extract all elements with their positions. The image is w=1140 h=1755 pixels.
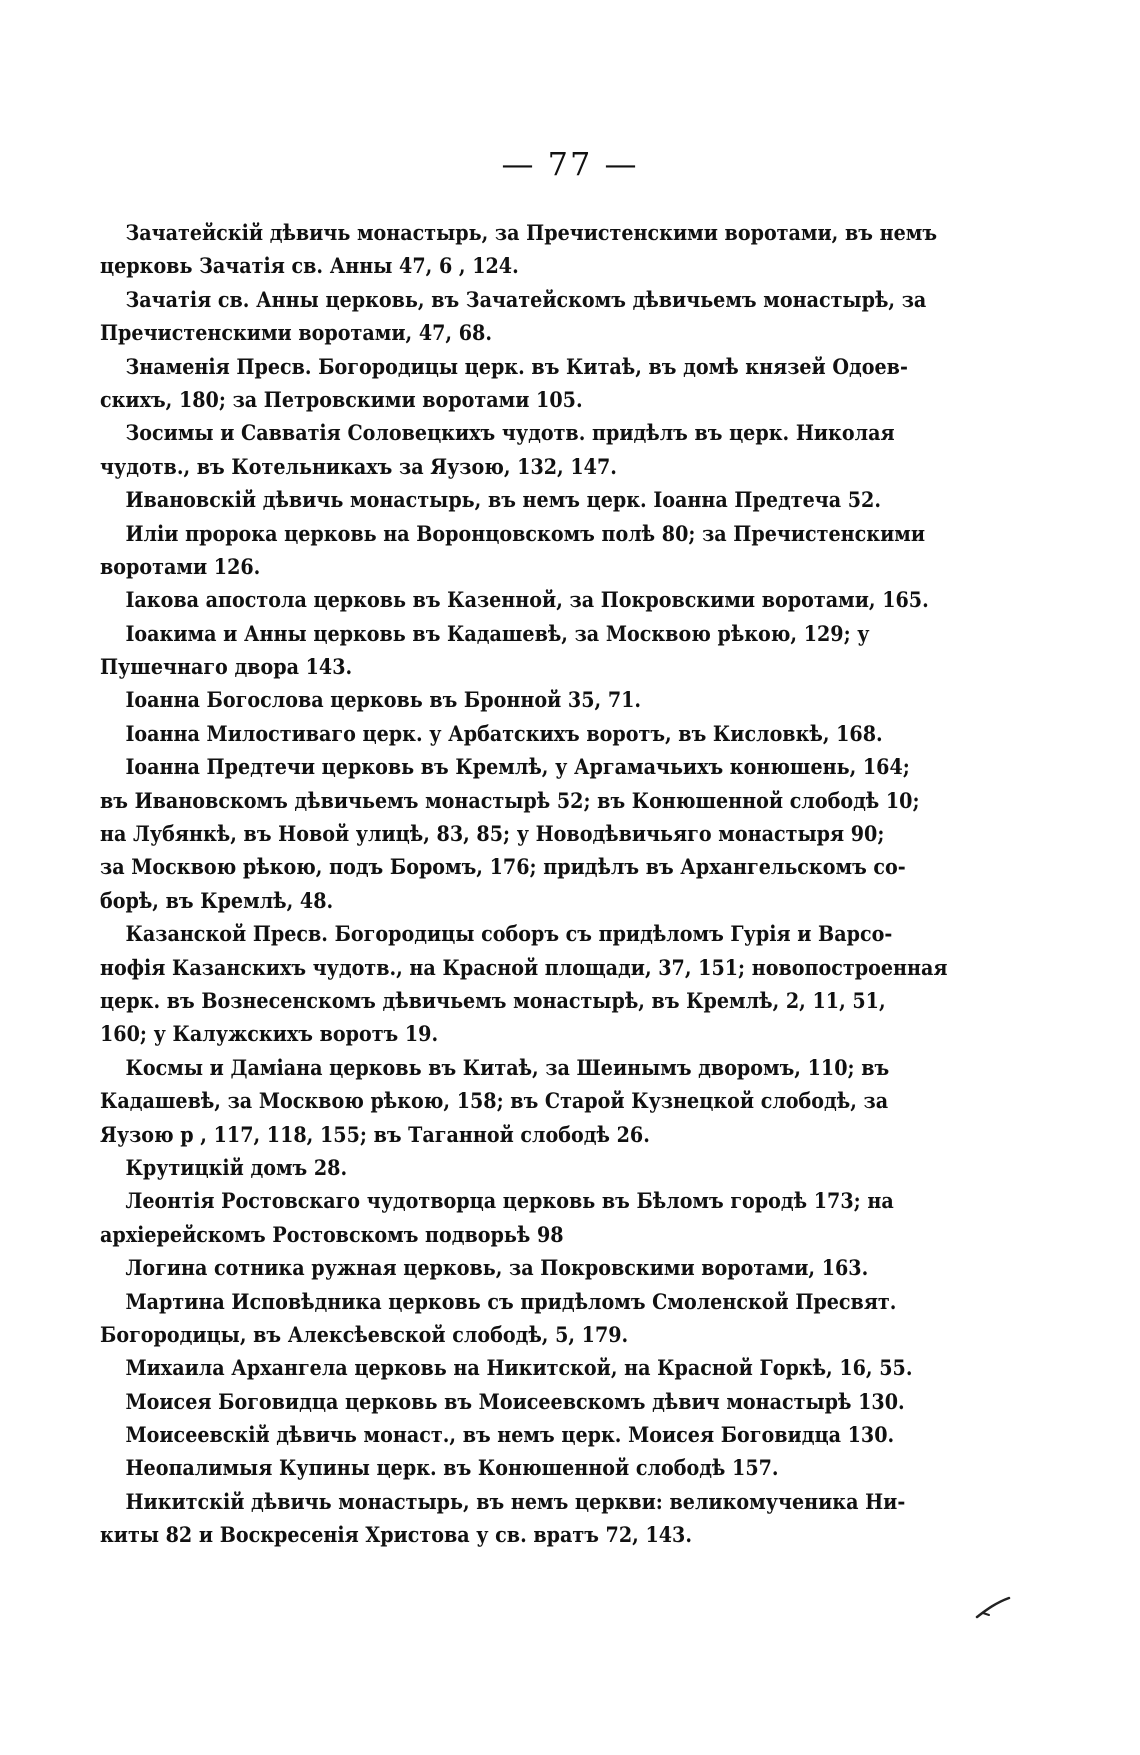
entry-line: киты 82 и Воскресенія Христова у св. вратъ 72, 143.	[100, 1522, 692, 1548]
index-entry	[100, 1285, 897, 1352]
entry-line: Зосимы и Савватія Соловецкихъ чудотв. придѣлъ въ церк. Николая	[125, 420, 895, 446]
entry-line: нофія Казанскихъ чудотв., на Красной площади, 37, 151; новопостроенная	[100, 954, 948, 980]
index-entry	[100, 917, 948, 1051]
entry-line: Крутицкій домъ 28.	[125, 1154, 348, 1180]
entry-line: 160; у Калужскихъ воротъ 19.	[100, 1021, 439, 1047]
index-entry	[100, 583, 929, 616]
entry-line: Кадашевѣ, за Москвою рѣкою, 158; въ Старой Кузнецкой слободѣ, за	[100, 1088, 889, 1114]
entry-line: Никитскій дѣвичь монастырь, въ немъ церкви: великомученика Ни-	[125, 1488, 906, 1514]
entry-line: Моисея Боговидца церковь въ Моисеевскомъ дѣвич монастырѣ 130.	[125, 1388, 905, 1414]
entry-line: Космы и Даміана церковь въ Китаѣ, за Шеинымъ дворомъ, 110; въ	[125, 1054, 890, 1080]
entry-line: Ивановскій дѣвичь монастырь, въ немъ церк. Іоанна Предтеча 52.	[125, 487, 882, 513]
entry-line: церк. въ Вознесенскомъ дѣвичьемъ монастырѣ, въ Кремлѣ, 2, 11, 51,	[100, 987, 886, 1013]
entry-line: Пушечнаго двора 143.	[100, 654, 353, 680]
index-entry	[100, 617, 870, 684]
entry-line: Яузою р , 117, 118, 155; въ Таганной слободѣ 26.	[100, 1121, 650, 1147]
page-number: — 77 —	[501, 145, 639, 183]
entry-line: на Лубянкѣ, въ Новой улицѣ, 83, 85; у Новодѣвичьяго монастыря 90;	[100, 821, 885, 847]
entry-line: Богородицы, въ Алексѣевской слободѣ, 5, 179.	[100, 1321, 629, 1347]
entry-line: Моисеевскій дѣвичь монаст., въ немъ церк. Моисея Боговидца 130.	[125, 1422, 895, 1448]
index-entry	[100, 1451, 792, 1484]
index-entry	[100, 1251, 869, 1284]
entry-line: Іоанна Предтечи церковь въ Кремлѣ, у Аргамачьихъ конюшень, 164;	[125, 754, 910, 780]
index-entry	[100, 483, 882, 516]
index-entry	[100, 683, 792, 716]
entry-line: въ Ивановскомъ дѣвичьемъ монастырѣ 52; въ Конюшенной слободѣ 10;	[100, 787, 920, 813]
entry-line: Іоанна Богослова церковь въ Бронной 35, 71.	[125, 687, 642, 713]
entry-line: за Москвою рѣкою, подъ Боромъ, 176; придѣлъ въ Архангельскомъ со-	[100, 854, 906, 880]
index-entry	[100, 1184, 894, 1251]
index-entry	[100, 1485, 906, 1552]
entry-line: Логина сотника ружная церковь, за Покровскими воротами, 163.	[125, 1255, 869, 1281]
index-entry	[100, 1051, 890, 1151]
entry-line: Мартина Исповѣдника церковь съ придѣломъ Смоленской Пресвят.	[125, 1288, 897, 1314]
entry-line: Іакова апостола церковь въ Казенной, за Покровскими воротами, 165.	[125, 587, 929, 613]
entry-line: Знаменія Пресв. Богородицы церк. въ Китаѣ, въ домѣ князей Одоев-	[125, 353, 908, 379]
index-text	[100, 216, 948, 1552]
entry-line: Казанской Пресв. Богородицы соборъ съ придѣломъ Гурія и Варсо-	[125, 921, 893, 947]
entry-line: Михаила Архангела церковь на Никитской, на Красной Горкѣ, 16, 55.	[125, 1355, 913, 1381]
entry-line: скихъ, 180; за Петровскими воротами 105.	[100, 386, 583, 412]
index-entry	[100, 1351, 913, 1384]
entry-line: чудотв., въ Котельникахъ за Яузою, 132, 147.	[100, 453, 617, 479]
entry-line: Леонтія Ростовскаго чудотворца церковь въ Бѣломъ городѣ 173; на	[125, 1188, 894, 1214]
index-entry	[100, 1151, 792, 1184]
pen-mark-icon	[975, 1595, 1011, 1621]
index-entry	[100, 1385, 905, 1418]
index-entry	[100, 1418, 895, 1451]
index-entry	[100, 216, 937, 283]
index-entry	[100, 517, 926, 584]
index-entry	[100, 717, 883, 750]
index-entry	[100, 350, 908, 417]
entry-line: борѣ, въ Кремлѣ, 48.	[100, 887, 334, 913]
index-entry	[100, 416, 895, 483]
entry-line: Іоанна Милостиваго церк. у Арбатскихъ воротъ, въ Кисловкѣ, 168.	[125, 720, 883, 746]
index-entry	[100, 283, 927, 350]
entry-line: Неопалимыя Купины церк. въ Конюшенной слободѣ 157.	[125, 1455, 779, 1481]
entry-line: Пречистенскими воротами, 47, 68.	[100, 320, 492, 346]
entry-line: воротами 126.	[100, 553, 261, 579]
entry-line: Иліи пророка церковь на Воронцовскомъ полѣ 80; за Пречистенскими	[125, 520, 926, 546]
entry-line: Іоакима и Анны церковь въ Кадашевѣ, за Москвою рѣкою, 129; у	[125, 620, 870, 646]
index-entry	[100, 750, 920, 917]
entry-line: церковь Зачатія св. Анны 47, 6 , 124.	[100, 253, 519, 279]
entry-line: архіерейскомъ Ростовскомъ подворьѣ 98	[100, 1221, 564, 1247]
entry-line: Зачатія св. Анны церковь, въ Зачатейскомъ дѣвичьемъ монастырѣ, за	[125, 286, 927, 312]
entry-line: Зачатейскій дѣвичь монастырь, за Пречистенскими воротами, въ немъ	[125, 220, 937, 245]
